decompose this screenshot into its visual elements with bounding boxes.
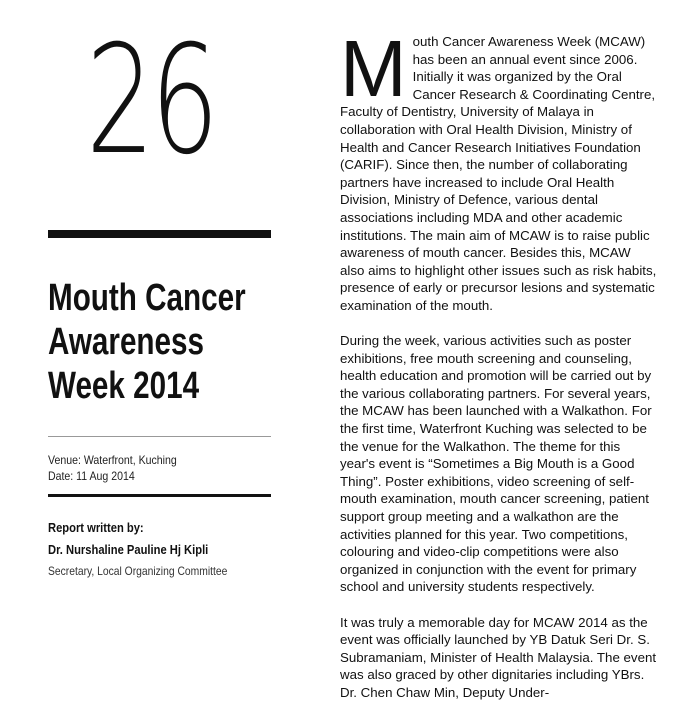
drop-cap: M bbox=[340, 24, 407, 113]
author-role: Secretary, Local Organizing Committee bbox=[48, 564, 228, 578]
venue-text: Venue: Waterfront, Kuching bbox=[48, 453, 177, 467]
title-divider bbox=[48, 436, 271, 437]
title-line-2: Awareness bbox=[48, 321, 204, 363]
paragraph-2: During the week, various activities such as poster exhibitions, free mouth screening and counseling, health education and promotion will be carried out by the various collaborating partners. For several years, the MCAW has been launched with a Walkathon. For the first time, Waterfront Kuching was selected to be the venue for the Walkathon. The theme for this year's event is “Sometimes a Big Mouth is a Good Thing”. Poster exhibitions, video screening of self-mouth examination, mouth cancer screening, patient support group meeting and a walkathon are the activities planned for this year. Two competitions, colouring and video-clip competitions were also organized in conjunction with the event for primary school and university students respectively. bbox=[340, 333, 652, 595]
article-title bbox=[48, 276, 246, 408]
report-label: Report written by: bbox=[48, 520, 144, 535]
paragraph-1-text: outh Cancer Awareness Week (MCAW) has been an annual event since 2006. Initially it was organized by the Oral Cancer Research & Coordinating Centre, Faculty of Dentistry, University of Malaya in collaboration with Oral Health Division, Ministry of Health and Cancer Research Initiatives Foundation (CARIF). Since then, the number of collaborating partners have increased to include Oral Health Division, Ministry of Defence, various dental associations including MDA and other academic institutions. The main aim of MCAW is to raise public awareness of mouth cancer. Besides this, MCAW also aims to highlight other issues such as risk habits, presence of early or precursor lesions and systematic examination of the mouth. bbox=[340, 34, 657, 313]
article-body bbox=[340, 24, 658, 719]
title-line-1: Mouth Cancer bbox=[48, 277, 246, 319]
date-text: Date: 11 Aug 2014 bbox=[48, 469, 135, 483]
report-credits bbox=[48, 519, 227, 579]
top-divider bbox=[48, 230, 271, 238]
page-number: 26 bbox=[86, 14, 215, 188]
title-line-3: Week 2014 bbox=[48, 365, 200, 407]
paragraph-3: It was truly a memorable day for MCAW 2014 as the event was officially launched by YB Datuk Seri Dr. S. Subramaniam, Minister of Health Malaysia. The event was also graced by other dignitaries including YBrs. Dr. Chen Chaw Min, Deputy Under- bbox=[340, 614, 657, 700]
paragraph-1 bbox=[340, 24, 658, 315]
event-details bbox=[48, 452, 177, 484]
details-divider bbox=[48, 494, 271, 497]
author-name: Dr. Nurshaline Pauline Hj Kipli bbox=[48, 542, 209, 557]
